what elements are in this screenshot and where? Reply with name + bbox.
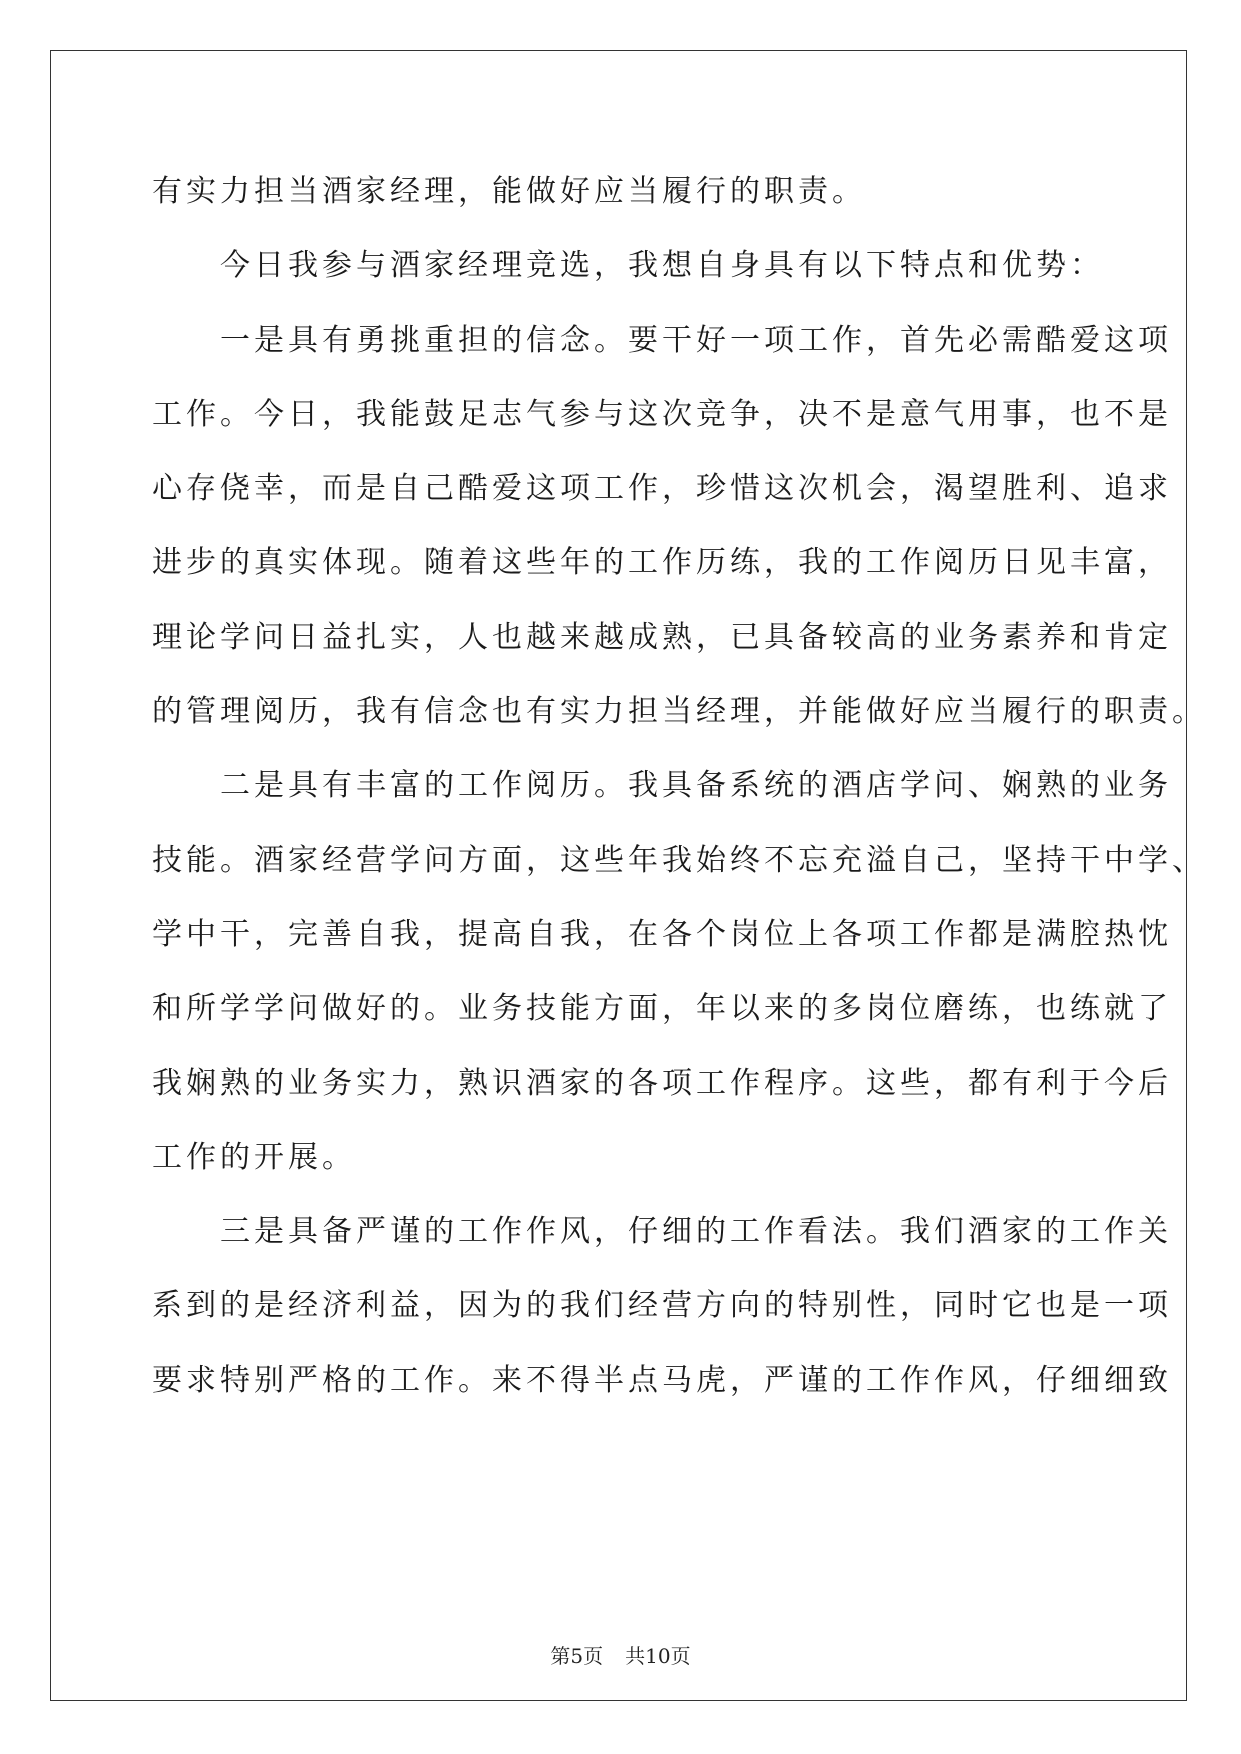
text-line: 工作的开展。 xyxy=(152,1139,356,1175)
text-line: 技能。酒家经营学问方面，这些年我始终不忘充溢自己，坚持干中学、 xyxy=(152,842,1206,878)
text-line: 二是具有丰富的工作阅历。我具备系统的酒店学问、娴熟的业务 xyxy=(152,768,1172,804)
text-line: 和所学学问做好的。业务技能方面，年以来的多岗位磨练，也练就了 xyxy=(152,991,1172,1027)
text-line: 的管理阅历，我有信念也有实力担当经理，并能做好应当履行的职责。 xyxy=(152,694,1206,730)
text-line: 一是具有勇挑重担的信念。要干好一项工作，首先必需酷爱这项 xyxy=(152,322,1172,358)
document-body xyxy=(152,155,1206,1418)
text-line: 心存侥幸，而是自己酷爱这项工作，珍惜这次机会，渴望胜利、追求 xyxy=(152,471,1172,507)
text-line: 要求特别严格的工作。来不得半点马虎，严谨的工作作风，仔细细致 xyxy=(152,1362,1172,1398)
page-footer xyxy=(0,1640,1241,1669)
page-total: 共10页 xyxy=(625,1644,691,1668)
text-line: 理论学问日益扎实，人也越来越成熟，已具备较高的业务素养和肯定 xyxy=(152,619,1172,655)
text-line: 三是具备严谨的工作作风，仔细的工作看法。我们酒家的工作关 xyxy=(152,1214,1172,1250)
text-line: 系到的是经济利益，因为的我们经营方向的特别性，同时它也是一项 xyxy=(152,1288,1172,1324)
text-line: 学中干，完善自我，提高自我，在各个岗位上各项工作都是满腔热忱 xyxy=(152,916,1172,952)
text-line: 我娴熟的业务实力，熟识酒家的各项工作程序。这些，都有利于今后 xyxy=(152,1065,1172,1101)
text-line: 进步的真实体现。随着这些年的工作历练，我的工作阅历日见丰富， xyxy=(152,545,1172,581)
page-number: 第5页 xyxy=(550,1644,604,1668)
text-line: 工作。今日，我能鼓足志气参与这次竞争，决不是意气用事，也不是 xyxy=(152,396,1172,432)
text-line: 有实力担当酒家经理，能做好应当履行的职责。 xyxy=(152,174,866,209)
text-line: 今日我参与酒家经理竞选，我想自身具有以下特点和优势： xyxy=(152,248,1104,284)
